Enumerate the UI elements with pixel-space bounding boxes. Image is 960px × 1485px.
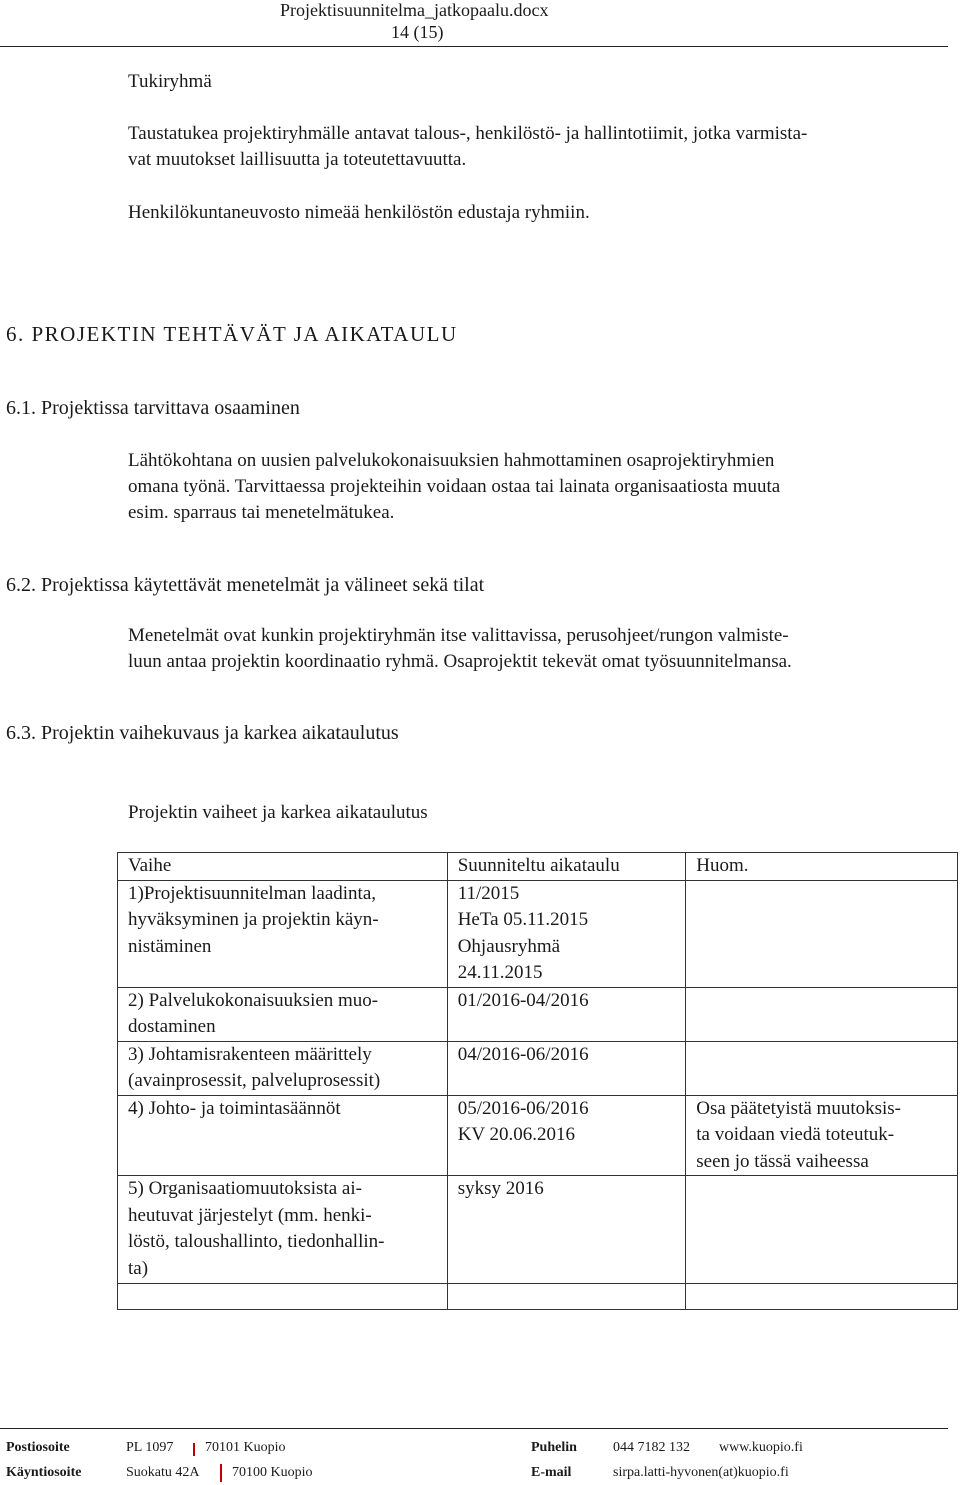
table-header-row [118,853,958,881]
tukiryhma-title: Tukiryhmä [128,71,212,92]
footer-visit-label: Käyntiosoite [6,1465,82,1480]
cell-line: 2) Palvelukokonaisuuksien muo- [128,989,379,1011]
schedule-cell [447,1041,686,1095]
note-cell [686,1176,958,1284]
table-row [118,1176,958,1284]
footer-visit-code: 70100 Kuopio [232,1465,313,1480]
note-cell [686,1041,958,1095]
footer-postal-box: PL 1097 [126,1440,174,1455]
footer-postal-label: Postiosoite [6,1440,70,1455]
cell-line: HeTa 05.11.2015 [457,909,589,930]
note-cell [686,880,958,987]
footer-website-link[interactable]: www.kuopio.fi [719,1440,803,1455]
cell-line: 01/2016-04/2016 [457,989,589,1011]
footer-divider [0,1428,948,1429]
header-divider [0,46,948,47]
schedule-cell [447,1176,686,1284]
tukiryhma-paragraph-1 [128,121,807,173]
cell-line: 11/2015 [457,882,520,904]
footer-email-link[interactable]: sirpa.latti-hyvonen(at)kuopio.fi [613,1465,789,1480]
table-row [118,987,958,1041]
schedule-cell [447,1284,686,1310]
phase-cell [118,1284,448,1310]
text-line: luun antaa projektin koordinaatio ryhmä. Osaprojektit tekevät omat työsuunnitelmansa. [128,651,792,672]
footer-email-label: E-mail [531,1465,572,1480]
cell-line: syksy 2016 [457,1178,544,1199]
cell-line: ta) [128,1257,149,1279]
header-cell-phase: Vaihe [118,853,448,881]
header-cell-note: Huom. [686,853,958,881]
note-cell [686,1284,958,1310]
table-caption: Projektin vaiheet ja karkea aikataulutus [128,802,428,823]
cell-line: Ohjausryhmä [457,935,561,957]
phase-cell [118,1041,448,1095]
table-row [118,1095,958,1176]
section-6-3-heading: 6.3. Projektin vaihekuvaus ja karkea aikataulutus [6,722,399,744]
phase-cell [118,1095,448,1176]
table-row [118,1284,958,1310]
section-6-2-paragraph [128,623,792,675]
document-filename: Projektisuunnitelma_jatkopaalu.docx [280,0,549,20]
footer-phone-label: Puhelin [531,1440,577,1455]
page-number: 14 (15) [391,22,444,42]
table-row [118,880,958,987]
phase-cell [118,987,448,1041]
footer-visit-street: Suokatu 42A [126,1465,200,1480]
footer-separator [220,1464,222,1482]
cell-line: löstö, taloushallinto, tiedonhallin- [128,1231,385,1252]
schedule-cell [447,987,686,1041]
cell-line: 05/2016-06/2016 [457,1097,589,1119]
note-cell [686,987,958,1041]
schedule-table [117,852,958,1310]
cell-line: 4) Johto- ja toimintasäännöt [128,1097,341,1119]
phase-cell [118,880,448,987]
footer-postal-code: 70101 Kuopio [205,1440,286,1455]
text-line: vat muutokset laillisuutta ja toteutettavuutta. [128,149,467,170]
section-6-1-paragraph [128,448,780,526]
text-line: esim. sparraus tai menetelmätukea. [128,502,395,523]
cell-line: 1)Projektisuunnitelman laadinta, [128,882,377,904]
cell-line: heutuvat järjestelyt (mm. henki- [128,1204,372,1226]
cell-line: 04/2016-06/2016 [457,1043,589,1065]
cell-line: Osa päätetyistä muutoksis- [696,1097,901,1119]
section-6-2-heading: 6.2. Projektissa käytettävät menetelmät ja välineet sekä tilat [6,574,485,596]
table-row [118,1041,958,1095]
phase-cell [118,1176,448,1284]
text-line: Menetelmät ovat kunkin projektiryhmän itse valittavissa, perusohjeet/rungon valmiste- [128,625,789,646]
cell-line: 24.11.2015 [457,962,543,983]
header-cell-schedule: Suunniteltu aikataulu [447,853,686,881]
section-6-1-heading: 6.1. Projektissa tarvittava osaaminen [6,397,300,419]
schedule-cell [447,880,686,987]
footer-separator [193,1443,195,1456]
cell-line: nistäminen [128,935,212,957]
cell-line: ta voidaan viedä toteutuk- [696,1124,895,1145]
note-cell [686,1095,958,1176]
tukiryhma-paragraph-2: Henkilökuntaneuvosto nimeää henkilöstön edustaja ryhmiin. [128,202,590,223]
cell-line: hyväksyminen ja projektin käyn- [128,909,379,930]
cell-line: 3) Johtamisrakenteen määrittely [128,1043,372,1065]
schedule-cell [447,1095,686,1176]
cell-line: KV 20.06.2016 [457,1124,576,1145]
cell-line: dostaminen [128,1016,216,1037]
section-6-heading: 6. PROJEKTIN TEHTÄVÄT JA AIKATAULU [6,322,458,346]
text-line: Taustatukea projektiryhmälle antavat talous-, henkilöstö- ja hallintotiimit, jotka varmista- [128,123,808,144]
cell-line: 5) Organisaatiomuutoksista ai- [128,1178,362,1199]
text-line: omana työnä. Tarvittaessa projekteihin voidaan ostaa tai lainata organisaatiosta muuta [128,476,781,497]
cell-line: (avainprosessit, palveluprosessit) [128,1070,381,1091]
text-line: Lähtökohtana on uusien palvelukokonaisuuksien hahmottaminen osaprojektiryhmien [128,450,775,471]
cell-line: seen jo tässä vaiheessa [696,1150,869,1172]
footer-phone: 044 7182 132 [613,1440,690,1455]
